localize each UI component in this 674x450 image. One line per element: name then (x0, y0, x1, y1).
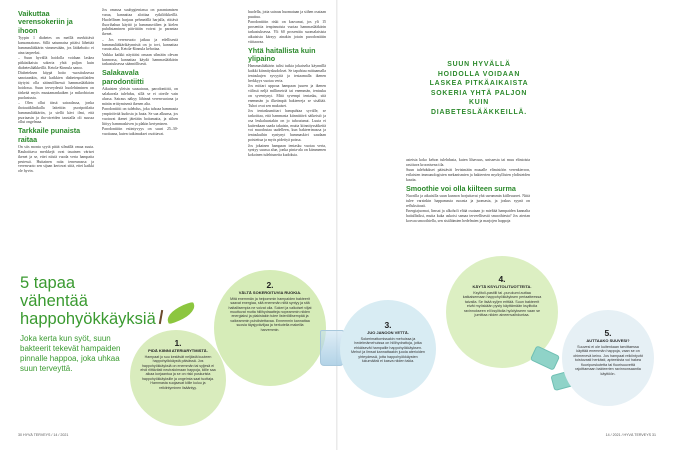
tip-bubble-2 (214, 270, 326, 386)
paragraph: – Olen ollut tässä sairaalassa, jonka ihotautiklinikalla laitettiin psoripotilaita hammaslääkäriin, ja siellä kävi ilmi, että psoriaasin ja iho-oireiden taustalla oli suussa ollut ongelmaa. (18, 100, 94, 125)
paragraph: Parodontiitin riski on kasvanut, jos yli 15 prosenttia ienpinnoista vuotaa hammaslääkärin tarkastuksessa. Yli 60 prosenttia suomalaisista aikuisista kärsyy ainakin jotain parodontiitin viittaavaa. (248, 20, 326, 44)
page-footer-left: 30 HYVÄ TERVEYS / 14 / 2021 (18, 433, 69, 437)
tip-text: Suuvesi ei ole kuitenkaan tarvittaessa käyttää enemmän happoja, vaan se on ohimenevä keino. Jos hampaat reikiintyvät toistuvasti herkästi, apteekista voi hakea fluoripurskutetta tai fluorisuuvettä rajoittamaan bakteerien ravinnonsaantia käyttöön. (573, 344, 643, 376)
section-heading: Smoothie voi olla kiilteen surma (406, 183, 516, 193)
paragraph: – Jos verenvuoto jatkuu ja edellisestä hammaslääkärikäynnistä on jo tovi, kannattaa varata aika, Ketola-Kinnula kehottaa. (102, 37, 178, 52)
chewing-gum-icon (530, 345, 560, 370)
tip-number: 1. (174, 338, 182, 348)
tip-text: Hampaat jo suu kestävät neljästä kuuteen happohyökkäystä päivässä. Jos happohyökkäyksiä on enemmän tai syljesä ei ehdi riittävästi neutraloimaan happoja, kiille saa aikaa korjaantua ja se on riski puskurista happohyökkäyksille ja ongelmia saat tuottaja. Hammasta suojaavat kiille kuluu ja reikiintyminen lisääntyy. (140, 354, 216, 390)
paragraph: Energiajuomat, limsat ja alkoholi eltää osataan jo mieltää hampaiden kannalta haitallisiksi, mutta kuka uskoisi samaa terveellisestä smoothiesta? Jos aterian korvaa smoothiella, sen sisältämien hedelmien ja marjojen happoja (406, 209, 530, 224)
section-heading: Yhtä haitallista kuin ylipaino (248, 45, 316, 63)
paragraph: Jos jokainen hampaan ientasku vuotaa verta, syntyy suussa alue, jonka pinta-ala on kämmenen kokoinen tulehtuneita kudoksia. (248, 143, 326, 158)
paragraph: Nuorilla ja aikuisilla suun kunnon horjuttavat yhä useammin kiilleuurret. Niitä tulee varsinkin happamasta ruoasta ja juomasta, ja joskus syynä on refluksitauti. (406, 194, 530, 208)
paragraph: Tyypin 1 diabetes on meillä merkittävä kansansairaus. Sillä satunnaisa pitäisi lähettää hammaslääkärin vimmestään, jos lääkehoito ei aina tarpeeksi. (18, 36, 94, 55)
tip-text: Ksylitoli-pastilli tai -purukumi auttaa katkaisemaan happohyökkäyksen periaatteessa taivalla. Se lisää syljen erittää. Suun bakteerit eivät myöskään pysty käyttämään ksylitolia ravinnokseen eli ksylitolia hyödykseen vaan se jumittaa niiden aineenvaihduntaa. (462, 290, 542, 318)
tip-bubble-3 (340, 300, 436, 398)
paragraph: Jos ientaskumittari hampuhtaa syvälle, se tarkoittaa, että hammasta kiinnittävä säikeistö ja osa leukaluustakin on jo tuhoutunut. Luuta ei kuitenkaan saada takaisin, mutta kiinnityssäikeitä voi muodostaa uudelleen, kun bakteerimassa ja ientaskuihin syntynyt hammaskivi saadaan poistettua ja myös pidettyä poissa. (248, 109, 326, 143)
tip-title: PIDÄ KIINNI ATERIARYTMISTÄ. (148, 348, 208, 353)
tip-text: Sokerimattomissakin mehuissa ja hedelmämehuissa on hiilihydrattoja, jotka ehkäisevät hampaille happohyökkäyksen. Mehut ja limsat kannattaakin juoda aterioiden yhteydessä, jotta happohyökkäysten lukumäärä ei kasva niiden takia. (350, 336, 425, 364)
tip-title: AUTTAAKO SUUVESI? (586, 338, 630, 343)
left-column-1 (18, 8, 94, 175)
right-column (406, 158, 530, 224)
left-column-2 (102, 8, 178, 137)
tip-bubble-1 (130, 330, 226, 426)
paragraph: Jos omassa suuhygieniassa on parantamisen varaa, kannattaa aloittaa rytkilöikkeillä. Huolellinen harjaus pehmeällä harjalla, riittävä fluorihahun käyttö ja hammasvälien ja kielen puhdistaminen päivittäin voivat jo parantaa ikenet. (102, 8, 178, 37)
tip-text: Mitä enemmän ja helpommin hampaiden bakteerit saavat energiaa, sitä enemmän niitä syntyy ja sitä haitallisempia ne voivat olla. Sokeri ja valkoiset viljat muuttuvat mutta hiilihydraatteja nopeammin niiden energiaksi ja plakistakin tulee listeriöllisempää ja vaikeammin puhdistettavaa. Ennemmin kannattaa suosia täysjyväviljaa ja herkutella makeilla harvemmin. (228, 296, 312, 332)
paragraph: Hammaslääkärin tulisi tutkia jokaiselta käynnillä kaikki kiinnityskudokset. Se tapahtuu mittaamalla ientaskujen syvyyttä ja testaamalla ikenen herkkyys vuotaa verta. (248, 64, 326, 83)
section-heading: Salakavala parodontiitti (102, 68, 144, 86)
paragraph: huolella, jotta sairaus huomataan ja siihen osataan puuttua. (248, 10, 326, 19)
tip-number: 3. (384, 320, 392, 330)
apple-leaf-icon (165, 302, 198, 325)
tip-number: 5. (604, 328, 612, 338)
feature-intro: Joka kerta kun syöt, suun bakteerit tekevät hampaiden pinnalle happoa, joka uhkaa suun terveyttä. (20, 334, 121, 373)
paragraph: Jos mittari uppoaa hampaan juuren ja ikenen välissä neljä millimetriä tai enemmän, ientasku on syventynyt. Mitä syvempi ientasku, sitä enemmän ja ilkeämpiä bakteereja se sisältää. Tuhot ovat sen mukaiset. (248, 84, 326, 108)
section-heading: Vaikuttaa verensokeriin ja ihoon (18, 9, 73, 35)
pull-quote: SUUN HYVÄLLÄ HOIDOLLA VOIDAAN LASKEA PITKÄAIKAISTA SOKERIA YHTÄ PALJON KUIN DIABETESLÄÄKKEILLÄ. (429, 61, 529, 116)
section-heading: Tarkkaile punaista raitaa (18, 126, 81, 144)
tip-number: 4. (498, 274, 506, 284)
left-column-3 (248, 10, 326, 159)
paragraph: Suun tulehdukset päästävät levisimään muualle elimistöön verenkierron, erilaisten immunologisten mekanismien ja bakteerien myrkyllisten yhdisteiden kautta. (406, 168, 530, 182)
paragraph: – Suun hyvällä hoidolla voidaan laskea pitkäaikaista sokeria yhtä paljon kuin diabeteslääkkeillä. Ketola-Kinnula sanoo. (18, 56, 94, 70)
paragraph: Parodontiitti on tulehdus, joka tuhoaa hammasta ympäröivää kudosta ja luuta. Se saa alkunsa, jos vuotavat ikenet jätetään hoitamatta, ja siihen liittyy hammaskiven ja plakin kertyminen. (102, 107, 178, 126)
paragraph: Aikuisten yleisin suusairaus, parodontiitti, on salakavala tulehdus, sillä se ei oireile vain alussa. Sairaus näkyy lähinnä verenvuotona ja märän erittymisenä ikenen alta. (102, 87, 178, 106)
page-footer-right: 14 / 2021 / HYVÄ TERVEYS 31 (605, 433, 656, 437)
tip-title: JUO JANOON VETTÄ. (367, 330, 409, 335)
page-gutter (336, 0, 338, 450)
paragraph: Parodontiitin esiintyvyys on suuri 25–30-vuotiaana, kuten tutkimukset osoittavat. (102, 127, 178, 136)
tip-title: KÄYTÄ KSYLITOLITUOTTEITA. (472, 284, 532, 289)
paragraph: Vaikka kaikki näyttäisi omaan silmään olevan kunnossa, kannattaa käydä hammaslääkärin tarkastuksessa säännöllisesti. (102, 52, 178, 67)
paragraph: Diabeteksen käypä hoito -suosituksessa sanotaankin, että kaikkien diabetespotilaiden täytyisi olla säännöllisessä hammaslääkärin hoidossa. Suun terveydestä huolehtiminen on tärkeää myös muutamankaiken ja mikrobiotan puolustusta. (18, 71, 94, 100)
tip-bubble-5 (562, 310, 654, 406)
tip-title: VÄLTÄ SOKEROITUVIA RUOKIA. (238, 290, 302, 295)
apple-stem-icon (159, 310, 163, 324)
paragraph: asteista koko kehon tulehdusta, kuten lihavuus, unisaesta tai muu elintoista rasittuva kroonisena tila. (406, 158, 530, 167)
paragraph: On siis monta syytä pitää silmällä omaa suuta. Rauhoittava merkkejä ovat tasainen väriset ikenet ja se, ettei niistä vuoda verta hampaita pestessä. Huttainen raita ienreunassa ja verenvuoto sen sijaan kertovat siitä, ettei kaikki ole hyvin. (18, 145, 94, 174)
tip-number: 2. (266, 280, 274, 290)
feature-title: 5 tapaa vähentää happohyökkäyksiä (20, 274, 156, 328)
